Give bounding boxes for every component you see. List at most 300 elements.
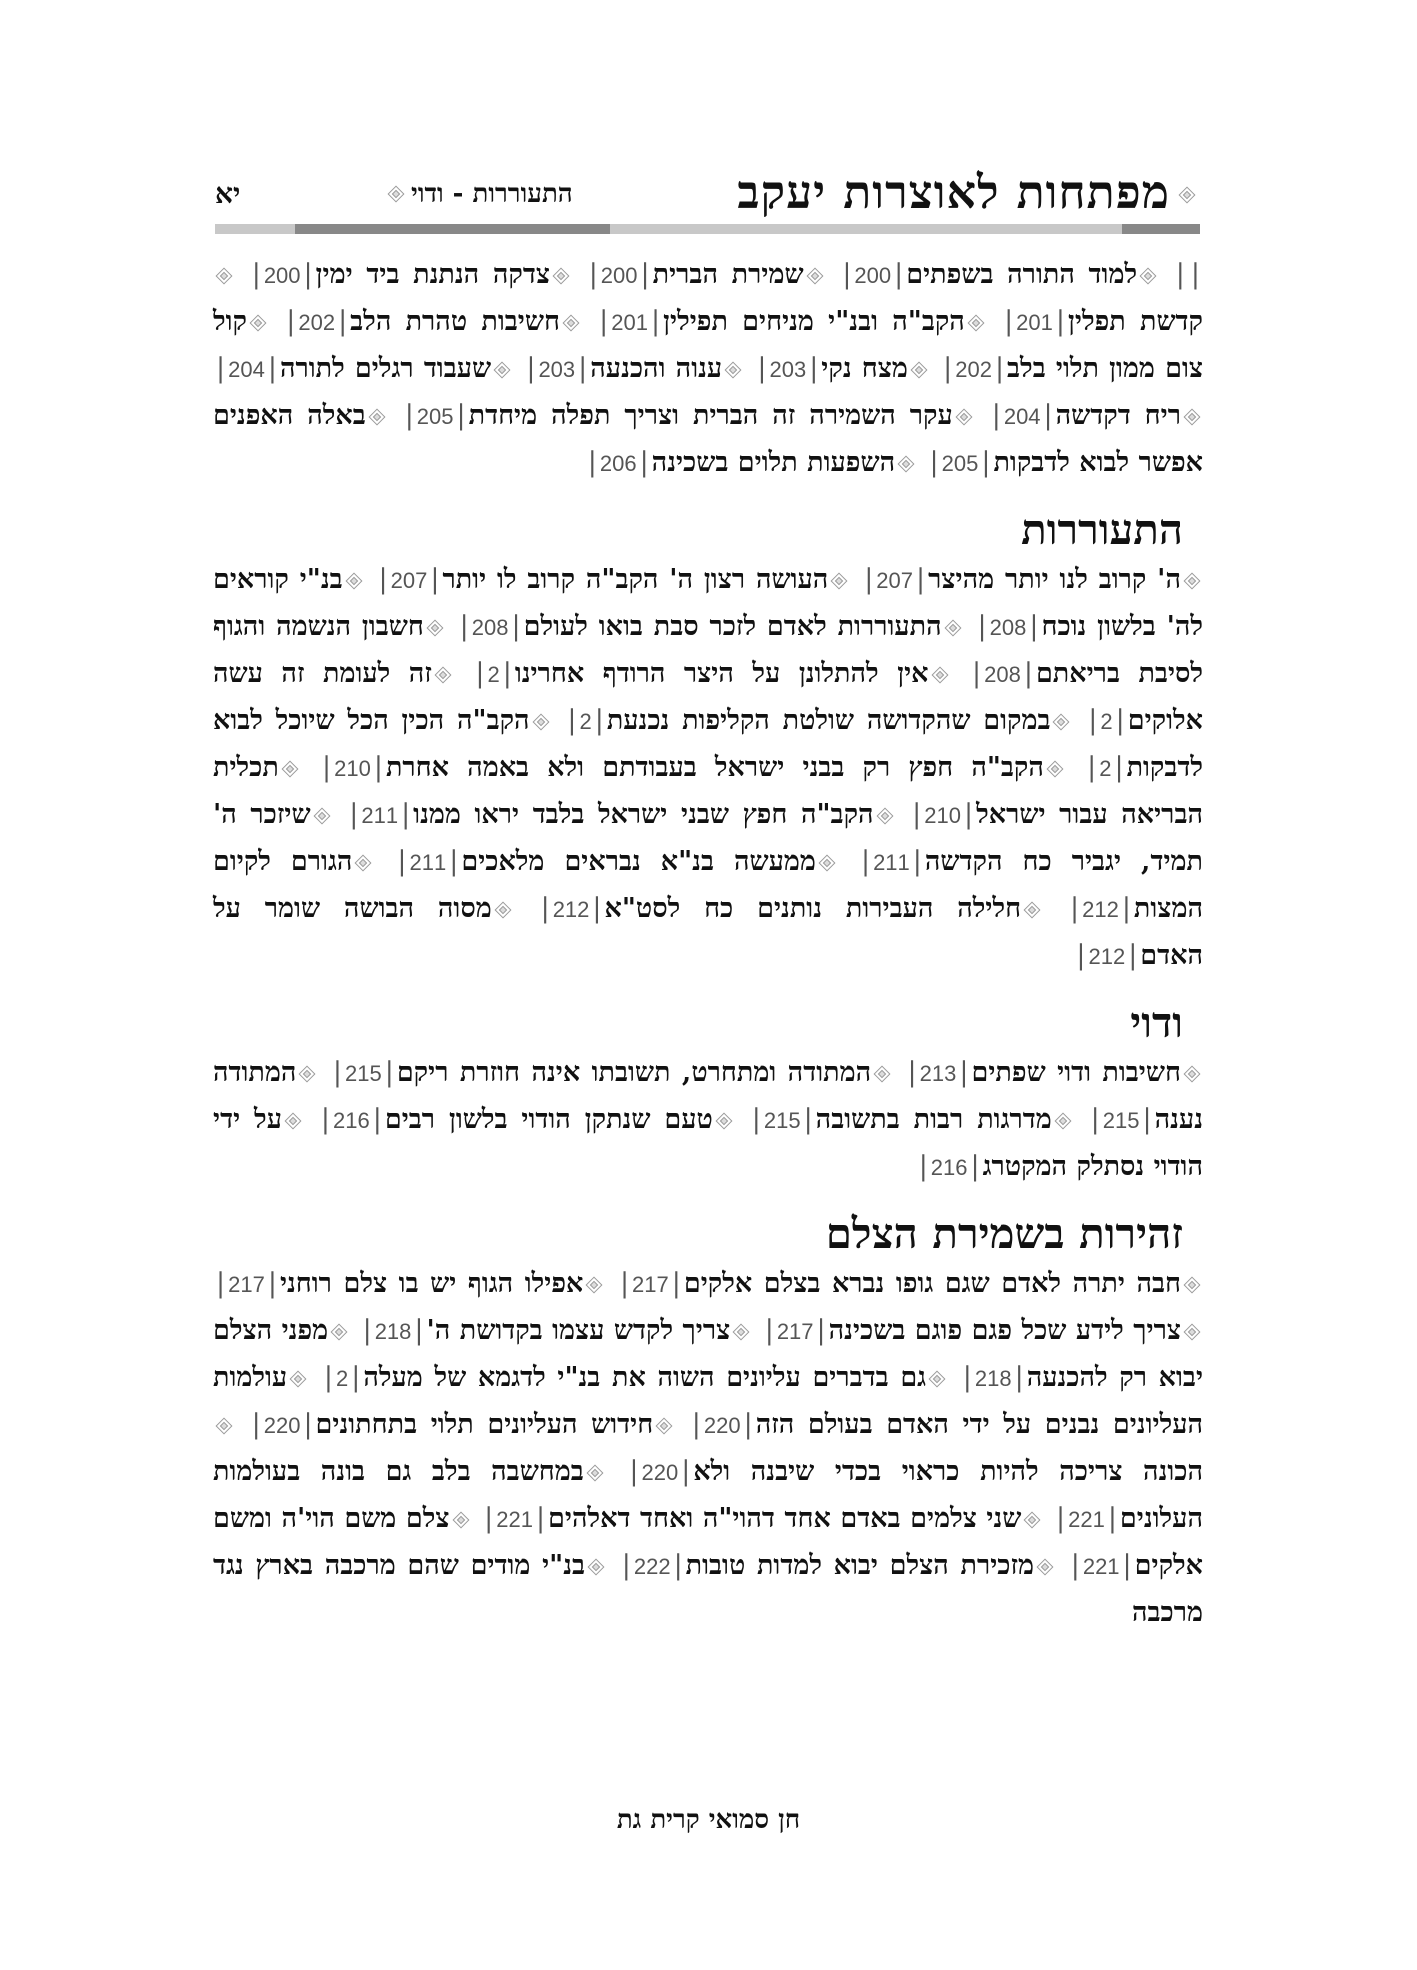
double-diamond-icon bbox=[347, 574, 361, 588]
separator: | bbox=[640, 259, 650, 290]
separator: | bbox=[1122, 1550, 1132, 1581]
index-entry bbox=[346, 799, 895, 830]
separator: | bbox=[916, 564, 926, 595]
double-diamond-icon bbox=[370, 410, 384, 424]
double-diamond-icon bbox=[820, 856, 834, 870]
page-ref: 220 bbox=[263, 1413, 301, 1438]
separator: | bbox=[1014, 1362, 1024, 1393]
separator: | bbox=[981, 447, 991, 478]
separator: | bbox=[430, 564, 440, 595]
bar-segment-light bbox=[610, 224, 1122, 234]
double-diamond-icon bbox=[1056, 1114, 1070, 1128]
separator: | bbox=[860, 846, 871, 877]
page-ref: 2 bbox=[579, 709, 592, 734]
separator: | bbox=[929, 447, 939, 478]
double-diamond-icon bbox=[496, 903, 510, 917]
separator: | bbox=[809, 353, 819, 384]
double-diamond-icon bbox=[1185, 574, 1199, 588]
index-entry bbox=[472, 658, 950, 689]
separator: | bbox=[1121, 893, 1131, 924]
entry-text: חשבון הנשמה והגוף לסיבת בריאתם bbox=[213, 611, 1204, 689]
entry-text: התעוררות לאדם לזכר סבת בואו לעולם bbox=[523, 611, 942, 642]
separator: | bbox=[671, 1268, 681, 1299]
double-diamond-icon bbox=[726, 363, 740, 377]
entry-text: בנ"י מודים שהם מרכבה בארץ נגד מרכבה bbox=[213, 1550, 1203, 1628]
page-ref: 200 bbox=[600, 263, 638, 288]
separator: | bbox=[943, 353, 953, 384]
index-entry bbox=[319, 752, 1066, 783]
separator: | bbox=[621, 1550, 631, 1581]
separator: | bbox=[977, 611, 987, 642]
separator: | bbox=[401, 799, 411, 830]
separator: | bbox=[459, 611, 469, 642]
separator: | bbox=[588, 259, 598, 290]
entry-text: בנ"י קוראים לה' בלשון נוכח bbox=[213, 564, 1204, 642]
index-entry bbox=[905, 1057, 1203, 1088]
index-entry bbox=[754, 353, 930, 384]
entry-text: מצח נקי bbox=[821, 353, 908, 384]
entry-text: חבה יתרה לאדם שגם גופו נברא בצלם אלקים bbox=[683, 1268, 1182, 1299]
separator: | bbox=[322, 752, 332, 783]
page-ref: 211 bbox=[361, 803, 399, 828]
separator: | bbox=[894, 259, 904, 290]
page-ref: 215 bbox=[763, 1108, 801, 1133]
section-title: זהירות בשמירת הצלם bbox=[825, 1209, 1183, 1258]
separator: | bbox=[251, 259, 261, 290]
entry-text: צדקה הנתנת ביד ימין bbox=[315, 259, 550, 290]
index-entry bbox=[376, 564, 851, 595]
page-ref: 218 bbox=[374, 1319, 412, 1344]
entry-text: הקב"ה ובנ"י מניחים תפילין bbox=[663, 306, 965, 337]
index-entry bbox=[213, 353, 513, 384]
separator: | bbox=[1070, 1550, 1080, 1581]
separator: | bbox=[578, 353, 588, 384]
page-number: יא bbox=[215, 177, 241, 210]
separator: | bbox=[991, 400, 1001, 431]
entry-text: שמירת הברית bbox=[652, 259, 804, 290]
entry-text: במקום שהקדושה שולטת הקליפות נכנעת bbox=[606, 705, 1051, 736]
double-diamond-icon bbox=[808, 269, 822, 283]
double-diamond-icon bbox=[1025, 1513, 1039, 1527]
separator: | bbox=[1055, 1503, 1066, 1534]
page-ref: 208 bbox=[989, 615, 1027, 640]
separator: | bbox=[912, 799, 922, 830]
index-entry bbox=[481, 1503, 1043, 1534]
index-entry bbox=[249, 259, 572, 290]
page-ref: 210 bbox=[334, 756, 371, 781]
double-diamond-icon bbox=[1180, 188, 1194, 202]
separator: | bbox=[332, 1057, 342, 1088]
index-entry bbox=[619, 1550, 1056, 1581]
separator: | bbox=[1090, 1104, 1100, 1135]
separator: | bbox=[267, 353, 277, 384]
entry-text: המתודה נענה bbox=[213, 1057, 1203, 1135]
entry-text: הקב"ה הכין הכל שיוכל לבוא לדבקות bbox=[213, 705, 1204, 783]
index-paragraph bbox=[213, 252, 1203, 487]
double-diamond-icon bbox=[554, 269, 568, 283]
separator: | bbox=[540, 893, 550, 924]
entry-text: חשיבות טהרת הלב bbox=[350, 306, 560, 337]
separator: | bbox=[216, 1268, 226, 1299]
double-diamond-icon bbox=[300, 1067, 314, 1081]
double-diamond-icon bbox=[930, 1372, 944, 1386]
double-diamond-icon bbox=[717, 1114, 731, 1128]
double-diamond-icon bbox=[912, 363, 926, 377]
entry-text: חשיבות ודוי שפתים bbox=[971, 1057, 1181, 1088]
separator: | bbox=[907, 1057, 917, 1088]
separator: | bbox=[475, 658, 485, 689]
entry-text: חידוש העליונים תלוי בתחתונים bbox=[315, 1409, 654, 1440]
entry-text: צלם משם הוי'ה ומשם אלקים bbox=[213, 1503, 1203, 1581]
page-ref: 221 bbox=[496, 1507, 533, 1532]
separator: | bbox=[1107, 1503, 1117, 1534]
index-entry bbox=[249, 1409, 676, 1440]
double-diamond-icon bbox=[1185, 1278, 1199, 1292]
entry-text: מזכירת הצלם יבוא למדות טובות bbox=[685, 1550, 1035, 1581]
separator: | bbox=[912, 846, 922, 877]
double-diamond-icon bbox=[899, 457, 913, 471]
page-ref: 2 bbox=[1099, 756, 1112, 781]
separator: | bbox=[384, 1057, 394, 1088]
double-diamond-icon bbox=[589, 1560, 603, 1574]
section-title: התעוררות bbox=[1021, 505, 1183, 554]
double-diamond-icon bbox=[832, 574, 846, 588]
separator: | bbox=[267, 1268, 277, 1299]
page-ref: 211 bbox=[873, 850, 910, 875]
separator: | bbox=[378, 564, 388, 595]
index-entry bbox=[538, 893, 1044, 924]
entry-text: על ידי הודוי נסתלק המקטרג bbox=[213, 1104, 1203, 1182]
separator: | bbox=[639, 447, 649, 478]
page-ref: 222 bbox=[633, 1554, 671, 1579]
separator: | bbox=[619, 1268, 630, 1299]
page-ref: 205 bbox=[416, 404, 454, 429]
page-ref: 204 bbox=[1003, 404, 1041, 429]
index-entry bbox=[989, 400, 1203, 431]
page-ref: 220 bbox=[641, 1460, 679, 1485]
separator: | bbox=[691, 1409, 701, 1440]
separator: | bbox=[323, 1362, 333, 1393]
double-diamond-icon bbox=[933, 668, 947, 682]
entry-text: שיזכר ה' תמיד, יגביר כח הקדשה bbox=[213, 799, 1203, 877]
separator: | bbox=[1029, 611, 1039, 642]
index-entry bbox=[1173, 259, 1203, 290]
entry-text: השפעות תלוים בשכינה bbox=[651, 447, 896, 478]
separator: | bbox=[373, 752, 383, 783]
index-paragraph bbox=[213, 557, 1203, 980]
index-entry bbox=[586, 259, 826, 290]
double-diamond-icon bbox=[1038, 1560, 1052, 1574]
entry-text: הגורם לקיום המצות bbox=[213, 846, 1203, 924]
page-ref: 203 bbox=[538, 357, 576, 382]
double-diamond-icon bbox=[251, 316, 265, 330]
separator: | bbox=[216, 353, 226, 384]
double-diamond-icon bbox=[332, 1325, 346, 1339]
entry-text: ה' קרוב לנו יותר מהיצר bbox=[928, 564, 1181, 595]
double-diamond-icon bbox=[1025, 903, 1039, 917]
page-ref: 201 bbox=[611, 310, 648, 335]
page-ref: 202 bbox=[298, 310, 336, 335]
entry-text: המתודה ומתחרט, תשובתו אינה חוזרת ריקם bbox=[396, 1057, 872, 1088]
page-ref: 203 bbox=[769, 357, 807, 382]
separator: | bbox=[1055, 306, 1065, 337]
page-ref: 217 bbox=[776, 1319, 814, 1344]
page-ref: 217 bbox=[632, 1272, 669, 1297]
page-ref: 201 bbox=[1016, 310, 1053, 335]
page-ref: 200 bbox=[854, 263, 892, 288]
separator: | bbox=[816, 1315, 826, 1346]
separator: | bbox=[587, 447, 597, 478]
separator: | bbox=[484, 1503, 494, 1534]
entry-text: שני צלמים באדם אחד דהוי"ה ואחד דאלהים bbox=[548, 1503, 1022, 1534]
separator: | bbox=[1128, 940, 1138, 971]
index-entry bbox=[283, 306, 582, 337]
separator: | bbox=[743, 1409, 753, 1440]
separator: | bbox=[567, 705, 577, 736]
page-ref: 212 bbox=[1088, 944, 1126, 969]
footer-text: חן סמואי קרית גת bbox=[616, 1805, 801, 1835]
page-ref: 215 bbox=[344, 1061, 382, 1086]
entry-text: באלה האפנים אפשר לבוא לדבקות bbox=[213, 400, 1203, 478]
page-ref: 2 bbox=[487, 662, 500, 687]
page-ref: 221 bbox=[1068, 1507, 1105, 1532]
page-ref: 217 bbox=[228, 1272, 265, 1297]
index-entry bbox=[360, 1315, 753, 1346]
index-entry bbox=[457, 611, 964, 642]
entry-text: הכונה צריכה להיות כראוי בכדי שיבנה ולא bbox=[693, 1456, 1203, 1487]
index-entry bbox=[839, 259, 1159, 290]
separator: | bbox=[362, 1315, 372, 1346]
separator: | bbox=[456, 400, 466, 431]
page-ref: 210 bbox=[924, 803, 961, 828]
index-entry bbox=[318, 1104, 735, 1135]
entry-text: ריח דקדשה bbox=[1055, 400, 1181, 431]
separator: | bbox=[964, 799, 974, 830]
double-diamond-icon bbox=[1141, 269, 1155, 283]
separator: | bbox=[397, 846, 407, 877]
separator: | bbox=[764, 1315, 774, 1346]
page-ref: 202 bbox=[955, 357, 992, 382]
separator: | bbox=[338, 306, 348, 337]
separator: | bbox=[526, 353, 536, 384]
separator: | bbox=[251, 1409, 261, 1440]
double-diamond-icon bbox=[657, 1419, 671, 1433]
page-ref: 200 bbox=[263, 263, 301, 288]
index-entry bbox=[321, 1362, 948, 1393]
page-ref: 212 bbox=[552, 897, 590, 922]
separator: | bbox=[918, 1151, 928, 1182]
index-entry bbox=[523, 353, 744, 384]
double-diamond-icon bbox=[588, 1466, 602, 1480]
bar-segment-light bbox=[215, 224, 295, 234]
index-entry bbox=[585, 447, 917, 478]
index-entry bbox=[596, 306, 987, 337]
entry-text: הקב"ה חפץ שבני ישראל בלבד יראו ממנו bbox=[413, 799, 874, 830]
entry-text: זה לעומת זה עשה אלוקים bbox=[213, 658, 1203, 736]
separator: | bbox=[994, 353, 1005, 384]
entry-text: העושה רצון ה' הקב"ה קרוב לו יותר bbox=[442, 564, 829, 595]
entry-text: עקר השמירה זה הברית וצריך תפלה מיחדת bbox=[468, 400, 953, 431]
double-diamond-icon bbox=[428, 621, 442, 635]
entry-text: הקב"ה חפץ רק בבני ישראל בעבודתם ולא באמה אחרת bbox=[385, 752, 1044, 783]
double-diamond-icon bbox=[495, 363, 509, 377]
separator: | bbox=[972, 658, 982, 689]
double-diamond-icon bbox=[564, 316, 578, 330]
separator: | bbox=[404, 400, 414, 431]
separator: | bbox=[511, 611, 521, 642]
entry-text: מסוה הבושה שומר על האדם bbox=[213, 893, 1203, 971]
separator: | bbox=[449, 846, 459, 877]
entry-text: תכלית הבריאה עבור ישראל bbox=[213, 752, 1203, 830]
page-ref: 216 bbox=[930, 1155, 968, 1180]
double-diamond-icon bbox=[315, 809, 329, 823]
double-diamond-icon bbox=[734, 1325, 748, 1339]
page-ref: 211 bbox=[409, 850, 447, 875]
page-ref: 206 bbox=[599, 451, 637, 476]
separator: | bbox=[1115, 705, 1125, 736]
entry-text: גם בדברים עליונים השוה את בנ"י לדגמא של מעלה bbox=[363, 1362, 927, 1393]
page-ref: 204 bbox=[228, 357, 265, 382]
entry-text: קול צום ממון תלוי בלב bbox=[213, 306, 1204, 384]
separator: | bbox=[1190, 259, 1200, 290]
separator: | bbox=[757, 353, 767, 384]
double-diamond-icon bbox=[875, 1067, 889, 1081]
page-ref: 2 bbox=[335, 1366, 349, 1391]
entry-text: צריך לידע שכל פגם פוגם בשכינה bbox=[828, 1315, 1181, 1346]
double-diamond-icon bbox=[534, 715, 548, 729]
page-ref: 2 bbox=[1100, 709, 1113, 734]
page-ref: 220 bbox=[703, 1413, 741, 1438]
index-entry bbox=[749, 1104, 1074, 1135]
bar-segment-dark bbox=[1122, 224, 1200, 234]
separator: | bbox=[414, 1315, 424, 1346]
separator: | bbox=[592, 893, 602, 924]
double-diamond-icon bbox=[286, 1114, 300, 1128]
entry-text: ענוה והכנעה bbox=[590, 353, 723, 384]
separator: | bbox=[1087, 752, 1097, 783]
page-ref: 212 bbox=[1082, 897, 1119, 922]
double-diamond-icon bbox=[389, 187, 403, 201]
page-ref: 216 bbox=[333, 1108, 370, 1133]
separator: | bbox=[535, 1503, 546, 1534]
header-rule-bar bbox=[215, 224, 1200, 234]
entry-text: מפני הצלם יבוא רק להכנעה bbox=[213, 1315, 1204, 1393]
index-entry bbox=[617, 1268, 1203, 1299]
double-diamond-icon bbox=[283, 762, 297, 776]
double-diamond-icon bbox=[217, 1419, 231, 1433]
double-diamond-icon bbox=[587, 1278, 601, 1292]
index-paragraph bbox=[213, 1050, 1203, 1191]
entry-text: עולמות העליונים נבנים על ידי האדם בעולם הזה bbox=[213, 1362, 1204, 1440]
page-ref: 207 bbox=[390, 568, 428, 593]
page-ref: 205 bbox=[941, 451, 979, 476]
page-ref: 221 bbox=[1082, 1554, 1120, 1579]
entry-text: אין להתלונן על היצר הרודף אחרינו bbox=[514, 658, 929, 689]
separator: | bbox=[1114, 752, 1124, 783]
separator: | bbox=[1004, 306, 1014, 337]
separator: | bbox=[959, 1057, 969, 1088]
book-title: מפתחות לאוצרות יעקב bbox=[737, 165, 1170, 219]
separator: | bbox=[803, 1104, 813, 1135]
separator: | bbox=[681, 1456, 691, 1487]
header-subtitle-wrap bbox=[385, 174, 573, 214]
separator: | bbox=[629, 1456, 639, 1487]
double-diamond-icon bbox=[957, 410, 971, 424]
bar-segment-dark bbox=[295, 224, 610, 234]
entry-text: חלילה העבירות נותנים כח לסט"א bbox=[604, 893, 1022, 924]
double-diamond-icon bbox=[217, 269, 231, 283]
separator: | bbox=[303, 1409, 313, 1440]
page-ref: 218 bbox=[974, 1366, 1012, 1391]
entry-text: אפילו הגוף יש בו צלם רוחני bbox=[279, 1268, 584, 1299]
double-diamond-icon bbox=[1185, 1067, 1199, 1081]
entry-text: במחשבה בלב גם בונה בעולמות העלונים bbox=[213, 1456, 1203, 1534]
separator: | bbox=[502, 658, 512, 689]
separator: | bbox=[303, 259, 313, 290]
entry-text: צריך לקדש עצמו בקדושת ה' bbox=[426, 1315, 731, 1346]
index-entry bbox=[394, 846, 838, 877]
index-entry bbox=[762, 1315, 1203, 1346]
index-entry bbox=[564, 705, 1072, 736]
page-ref: 208 bbox=[984, 662, 1021, 687]
separator: | bbox=[1076, 940, 1086, 971]
entry-text: קדשת תפלין bbox=[1068, 306, 1203, 337]
entry-text: ממעשה בנ"א נבראים מלאכים bbox=[461, 846, 816, 877]
separator: | bbox=[962, 1362, 972, 1393]
separator: | bbox=[1043, 400, 1053, 431]
separator: | bbox=[651, 306, 661, 337]
entry-text: מדרגות רבות בתשובה bbox=[815, 1104, 1052, 1135]
index-entry bbox=[402, 400, 975, 431]
double-diamond-icon bbox=[878, 809, 892, 823]
double-diamond-icon bbox=[969, 316, 983, 330]
index-entry bbox=[213, 1268, 605, 1299]
separator: | bbox=[372, 1104, 382, 1135]
double-diamond-icon bbox=[1054, 715, 1068, 729]
page-ref: 213 bbox=[919, 1061, 957, 1086]
double-diamond-icon bbox=[436, 668, 450, 682]
separator: | bbox=[594, 705, 604, 736]
separator: | bbox=[1023, 658, 1033, 689]
separator: | bbox=[286, 306, 296, 337]
separator: | bbox=[1175, 259, 1185, 290]
index-entry bbox=[330, 1057, 893, 1088]
double-diamond-icon bbox=[1048, 762, 1062, 776]
header-subtitle: התעוררות - ודוי bbox=[411, 179, 573, 209]
index-content bbox=[213, 252, 1203, 1636]
entry-text: למוד התורה בשפתים bbox=[906, 259, 1138, 290]
entry-text: שעבוד רגלים לתורה bbox=[279, 353, 492, 384]
separator: | bbox=[751, 1104, 761, 1135]
section-title: ודוי bbox=[1130, 998, 1183, 1047]
separator: | bbox=[673, 1550, 683, 1581]
page-ref: 207 bbox=[876, 568, 914, 593]
separator: | bbox=[1069, 893, 1080, 924]
index-entry bbox=[861, 564, 1203, 595]
separator: | bbox=[842, 259, 852, 290]
double-diamond-icon bbox=[1185, 1325, 1199, 1339]
separator: | bbox=[1142, 1104, 1152, 1135]
page-ref: 215 bbox=[1102, 1108, 1140, 1133]
separator: | bbox=[599, 306, 609, 337]
double-diamond-icon bbox=[454, 1513, 468, 1527]
page-ref: 208 bbox=[471, 615, 509, 640]
double-diamond-icon bbox=[946, 621, 960, 635]
separator: | bbox=[351, 1362, 361, 1393]
entry-text: טעם שנתקן הודוי בלשון רבים bbox=[384, 1104, 713, 1135]
separator: | bbox=[1088, 705, 1098, 736]
separator: | bbox=[864, 564, 874, 595]
